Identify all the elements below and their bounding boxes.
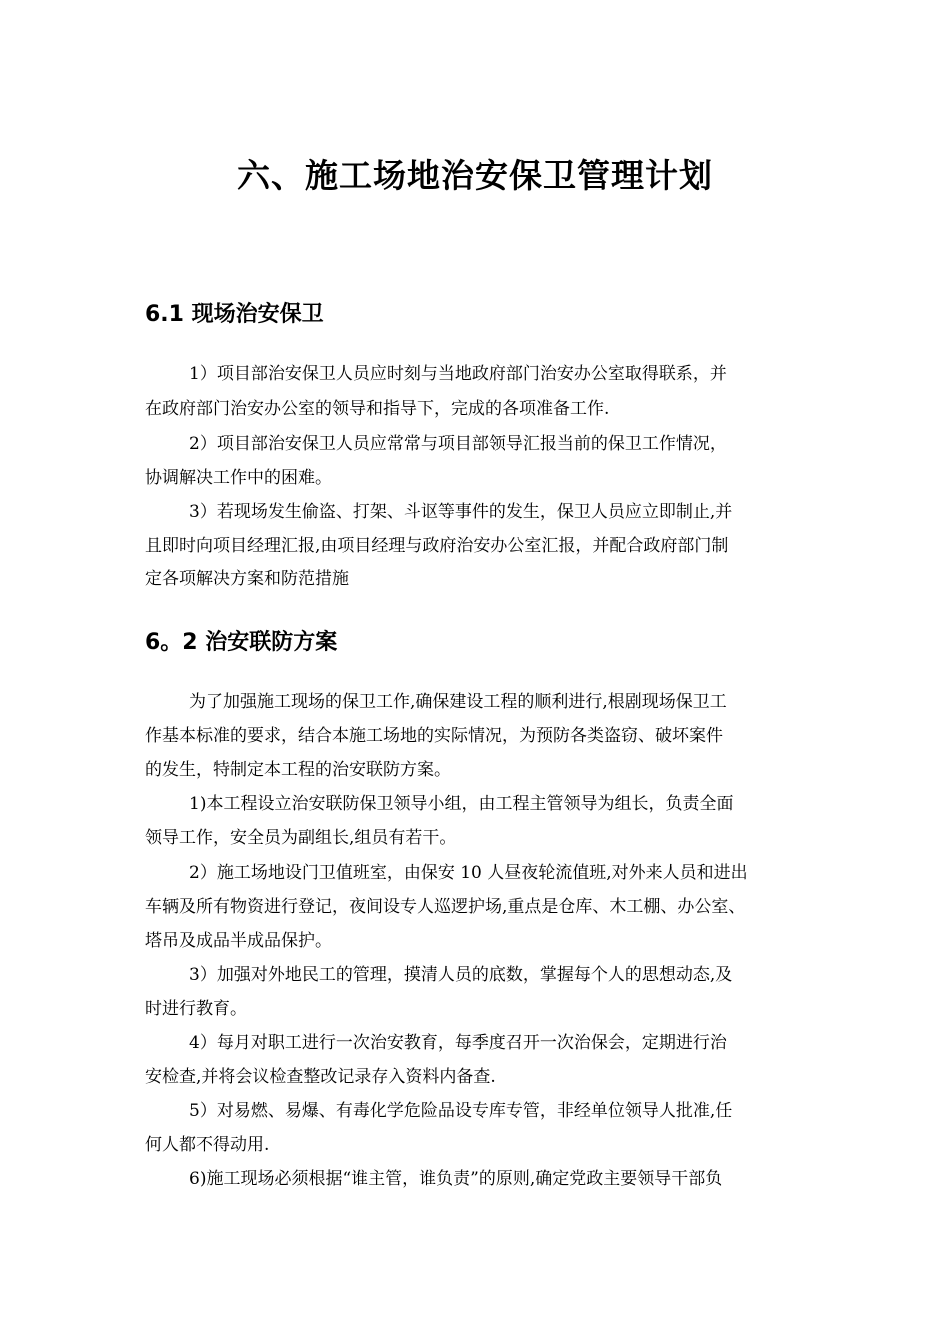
- paragraph-line: 1)本工程设立治安联防保卫领导小组，由工程主管领导为组长，负责全面: [189, 794, 734, 814]
- paragraph-line: 4）每月对职工进行一次治安教育，每季度召开一次治保会，定期进行治: [189, 1033, 727, 1053]
- paragraph-line: 2）项目部治安保卫人员应常常与项目部领导汇报当前的保卫工作情况，: [189, 434, 727, 454]
- paragraph-line: 塔吊及成品半成品保护。: [145, 931, 332, 951]
- section-heading-6-1: 6.1 现场治安保卫: [145, 302, 324, 327]
- paragraph-line: 车辆及所有物资进行登记，夜间设专人巡逻护场,重点是仓库、木工棚、办公室、: [145, 897, 746, 917]
- paragraph-line: 的发生，特制定本工程的治安联防方案。: [145, 760, 451, 780]
- paragraph-line: 领导工作，安全员为副组长,组员有若干。: [145, 828, 457, 848]
- paragraph-line: 1）项目部治安保卫人员应时刻与当地政府部门治安办公室取得联系，并: [189, 364, 727, 384]
- paragraph-line: 在政府部门治安办公室的领导和指导下，完成的各项准备工作.: [145, 399, 610, 419]
- paragraph-line: 作基本标准的要求，结合本施工场地的实际情况，为预防各类盗窃、破坏案件: [145, 726, 723, 746]
- paragraph-line: 为了加强施工现场的保卫工作,确保建设工程的顺利进行,根剧现场保卫工: [189, 692, 727, 712]
- paragraph-line: 定各项解决方案和防范措施: [145, 569, 349, 589]
- section-heading-6-2: 6。2 治安联防方案: [145, 630, 338, 655]
- paragraph-line: 3）加强对外地民工的管理，摸清人员的底数，掌握每个人的思想动态,及: [189, 965, 733, 985]
- paragraph-line: 何人都不得动用.: [145, 1135, 270, 1155]
- paragraph-line: 2）施工场地设门卫值班室，由保安 10 人昼夜轮流值班,对外来人员和进出: [189, 863, 748, 883]
- paragraph-line: 6)施工现场必须根据“谁主管，谁负责”的原则,确定党政主要领导干部负: [189, 1169, 723, 1189]
- paragraph-line: 5）对易燃、易爆、有毒化学危险品设专库专管，非经单位领导人批准,任: [189, 1101, 733, 1121]
- paragraph-line: 3）若现场发生偷盗、打架、斗讴等事件的发生，保卫人员应立即制止,并: [189, 502, 733, 522]
- paragraph-line: 协调解决工作中的困难。: [145, 468, 332, 488]
- paragraph-line: 时进行教育。: [145, 999, 247, 1019]
- page-title: 六、施工场地治安保卫管理计划: [237, 156, 713, 195]
- paragraph-line: 安检查,并将会议检查整改记录存入资料内备查.: [145, 1067, 496, 1087]
- paragraph-line: 且即时向项目经理汇报,由项目经理与政府治安办公室汇报，并配合政府部门制: [145, 536, 729, 556]
